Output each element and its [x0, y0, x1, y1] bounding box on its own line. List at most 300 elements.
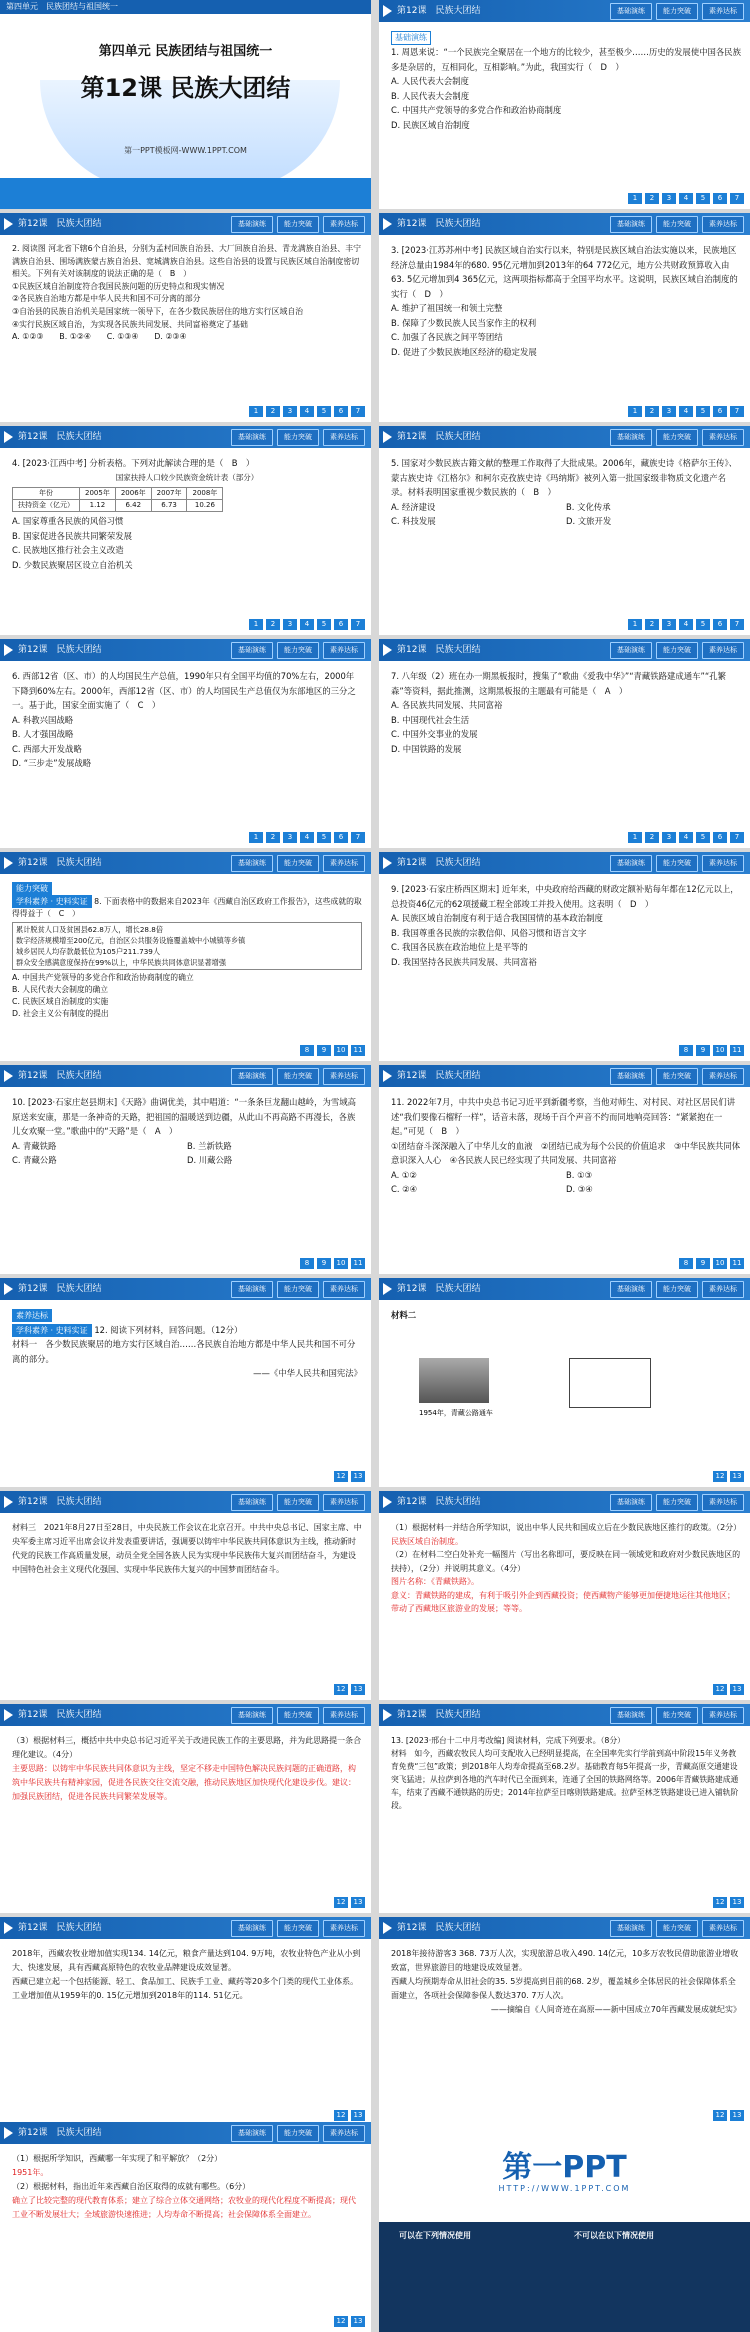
page-link[interactable]: 13: [351, 2110, 365, 2121]
option: B. 兰新铁路: [187, 1140, 232, 1151]
option: C. 民族区域自治制度的实施: [12, 997, 109, 1006]
table-caption: 国家扶持人口较少民族资金统计表（部分）: [115, 472, 259, 482]
page-link[interactable]: 6: [713, 193, 727, 204]
tab-literacy[interactable]: 素养达标: [702, 3, 744, 20]
tab-ability[interactable]: 能力突破: [277, 1281, 319, 1298]
page-link[interactable]: 5: [696, 832, 710, 843]
tab-ability[interactable]: 能力突破: [656, 216, 698, 233]
question: （2）在材料二空白处补充一幅图片（写出名称即可，要反映在同一领域党和政府对少数民族地区的扶持），（2分）并说明其意义。（4分）: [391, 1550, 741, 1573]
page-link[interactable]: 3: [662, 406, 676, 417]
page-link[interactable]: 1: [249, 406, 263, 417]
option: A. 中国共产党领导的多党合作和政治协商制度的确立: [12, 973, 194, 982]
question: （1）根据所学知识，西藏哪一年实现了和平解放？（2分）: [12, 2154, 223, 2163]
material-text: 材料一 各少数民族聚居的地方实行区域自治……各民族自治地方都是中华人民共和国不可分离的部分。: [12, 1339, 356, 1364]
page-nav: [334, 1684, 365, 1695]
option: ①团结奋斗深深融入了中华儿女的血液 ②团结已成为每个公民的价值追求 ③中华民族共同体意识深入人心 ④各民族人民已经实现了共同发展、共同富裕: [391, 1140, 741, 1165]
option: ④实行民族区域自治，为实现各民族共同发展、共同富裕奠定了基础: [12, 319, 248, 329]
question: 1. 周恩来说：“一个民族完全聚居在一个地方的比较少，甚至极少……历史的发展使中国各民族多是杂居的，互相同化，互相影响。”为此，我国实行（ D ）: [391, 47, 741, 72]
tab-ability[interactable]: 能力突破: [277, 1494, 319, 1511]
tab-basic[interactable]: 基础演练: [610, 3, 652, 20]
page-link[interactable]: 11: [730, 1258, 744, 1269]
material-text: 西藏已建立起一个包括能源、轻工、食品加工、民族手工业、藏药等20多个门类的现代工业体系。工业增加值从1959年的0. 15亿元增加到2018年的114. 51亿元。: [12, 1977, 359, 2000]
slide-title: 第12课 民族大团结: [18, 1497, 102, 1507]
tab-literacy[interactable]: 素养达标: [702, 1707, 744, 1724]
tab-ability[interactable]: 能力突破: [656, 1281, 698, 1298]
answer: 主要思路：以铸牢中华民族共同体意识为主线，坚定不移走中国特色解决民族问题的正确道路，构筑中华民族共有精神家园，促进各民族交往交流交融，推动民族地区加快现代化建设步伐。建议：加强民族团结，促进各民族共同繁荣发展等。: [12, 1764, 356, 1801]
question: （3）根据材料三，概括中共中央总书记习近平关于改进民族工作的主要思路，并为此思路提一条合理化建议。（4分）: [12, 1736, 362, 1759]
table-cell: 1.12: [80, 500, 116, 512]
tab-literacy[interactable]: 素养达标: [323, 429, 365, 446]
page-link[interactable]: 6: [334, 619, 348, 630]
tab-basic[interactable]: 基础演练: [231, 1281, 273, 1298]
page-link[interactable]: 5: [696, 619, 710, 630]
page-link[interactable]: 3: [662, 619, 676, 630]
tab-basic[interactable]: 基础演练: [231, 855, 273, 872]
skill-tag: 学科素养 · 史料实证: [12, 895, 92, 908]
slide-20: [379, 1917, 750, 2126]
tab-ability[interactable]: 能力突破: [277, 2125, 319, 2142]
tab-basic[interactable]: 基础演练: [231, 1068, 273, 1085]
material-text: 材料 如今，西藏农牧民人均可支配收入已经明显提高，在全国率先实行学前到高中阶段15年义务教育免费“三包”政策；到2018年人均寿命提高至68.2岁。基础教育每5年提高一步，青藏高原交通建设突飞猛进；从拉萨到各地的汽车时代已全面到来，连通了全国的铁路网络等。2006年青藏铁路建成通车，结束了西藏不通铁路的历史；2014年拉萨至日喀则铁路建成。拉萨至林芝铁路建设已进入铺轨阶段。: [391, 1749, 739, 1810]
page-nav: [679, 1045, 744, 1056]
page-link[interactable]: 4: [679, 832, 693, 843]
tab-ability[interactable]: 能力突破: [277, 1068, 319, 1085]
option: C. 中国共产党领导的多党合作和政治协商制度: [391, 105, 562, 115]
option: D. 少数民族聚居区设立自治机关: [12, 559, 133, 570]
page-link[interactable]: 7: [730, 832, 744, 843]
cover-subtitle: 第四单元 民族团结与祖国统一: [98, 44, 273, 59]
option: C. 科技发展: [391, 516, 436, 526]
page-link[interactable]: 1: [628, 832, 642, 843]
page-link[interactable]: 7: [351, 832, 365, 843]
option: B. 我国尊重各民族的宗教信仰、风俗习惯和语言文字: [391, 927, 587, 938]
usage-allowed-title: 可以在下列情况使用: [399, 2231, 471, 2240]
page-link[interactable]: 7: [351, 619, 365, 630]
page-link[interactable]: 12: [713, 1471, 727, 1482]
slide-7: [0, 639, 371, 848]
page-link[interactable]: 12: [713, 2110, 727, 2121]
option: ①民族区域自治制度符合我国民族问题的历史特点和现实情况: [12, 281, 225, 291]
option: B. 人民代表大会制度: [391, 90, 470, 101]
tab-ability[interactable]: 能力突破: [656, 1920, 698, 1937]
tab-literacy[interactable]: 素养达标: [323, 2125, 365, 2142]
table-cell: 10.26: [187, 500, 223, 512]
option: B. 保障了少数民族人民当家作主的权利: [391, 317, 537, 328]
page-link[interactable]: 4: [300, 619, 314, 630]
slide-cover: [0, 0, 371, 209]
option: A. 人民代表大会制度: [391, 76, 469, 86]
material-text: 2018年接待游客3 368. 73万人次，实现旅游总收入490. 14亿元，10多万农牧民借助旅游业增收致富，世界旅游目的地建设成效显著。: [391, 1949, 739, 1972]
slide-title: 第12课 民族大团结: [18, 432, 102, 442]
page-link[interactable]: 10: [713, 1258, 727, 1269]
page-link[interactable]: 13: [730, 1471, 744, 1482]
option: C. 中国外交事业的发展: [391, 729, 478, 739]
page-link[interactable]: 13: [730, 1684, 744, 1695]
page-link[interactable]: 6: [334, 406, 348, 417]
option: A. 经济建设: [391, 501, 436, 512]
page-link[interactable]: 2: [645, 193, 659, 204]
page-link[interactable]: 4: [300, 406, 314, 417]
section-label: 能力突破: [12, 882, 52, 895]
slide-title: 第12课 民族大团结: [397, 219, 481, 229]
tab-basic[interactable]: 基础演练: [231, 429, 273, 446]
page-link[interactable]: 1: [628, 193, 642, 204]
page-link[interactable]: 5: [317, 406, 331, 417]
page-link[interactable]: 1: [628, 619, 642, 630]
tab-literacy[interactable]: 素养达标: [702, 855, 744, 872]
page-link[interactable]: 2: [266, 406, 280, 417]
source: ——《中华人民共和国宪法》: [253, 1368, 362, 1378]
slide-end: [379, 2122, 750, 2332]
option: C. 我国各民族在政治地位上是平等的: [391, 942, 528, 952]
tab-ability[interactable]: 能力突破: [656, 3, 698, 20]
question: 2. 阅读图 河北省下辖6个自治县，分别为孟村回族自治县、大厂回族自治县、青龙满族自治县、丰宁满族自治县、围场满族蒙古族自治县、宽城满族自治县。这些自治县的设置与民族区域自治制度密切相关。下列有关对该制度的说法正确的是（ B ）: [12, 244, 361, 279]
page-nav: [713, 1684, 744, 1695]
slide-4: [379, 213, 750, 422]
tab-basic[interactable]: 基础演练: [610, 1920, 652, 1937]
tab-literacy[interactable]: 素养达标: [323, 642, 365, 659]
cover-template-credit: 第一PPT模板网-WWW.1PPT.COM: [124, 146, 247, 155]
page-nav: [679, 1258, 744, 1269]
tab-literacy[interactable]: 素养达标: [323, 855, 365, 872]
page-nav: [334, 1897, 365, 1908]
slide-16: [379, 1491, 750, 1700]
tab-literacy[interactable]: 素养达标: [702, 1920, 744, 1937]
slide-9: [0, 852, 371, 1061]
tab-basic[interactable]: 基础演练: [610, 429, 652, 446]
page-link[interactable]: 13: [351, 1684, 365, 1695]
page-link[interactable]: 3: [283, 619, 297, 630]
tab-ability[interactable]: 能力突破: [656, 1494, 698, 1511]
option: A. ①②③ B. ①②④ C. ①③④ D. ②③④: [12, 332, 187, 342]
material-text: 西藏人均预期寿命从旧社会的35. 5岁提高到目前的68. 2岁，覆盖城乡全体居民的社会保障体系全面建立，各项社会保障参保人数达370. 7万人次。: [391, 1977, 736, 2000]
page-link[interactable]: 2: [645, 406, 659, 417]
page-link[interactable]: 1: [628, 406, 642, 417]
page-link[interactable]: 8: [679, 1258, 693, 1269]
tab-literacy[interactable]: 素养达标: [323, 1920, 365, 1937]
tab-basic[interactable]: 基础演练: [610, 1281, 652, 1298]
option: D. 民族区域自治制度: [391, 119, 470, 130]
slide-title: 第12课 民族大团结: [397, 6, 481, 16]
tab-literacy[interactable]: 素养达标: [702, 1281, 744, 1298]
page-link[interactable]: 2: [645, 832, 659, 843]
page-nav: [713, 2110, 744, 2121]
answer: 确立了比较完整的现代教育体系；建立了综合立体交通网络；农牧业的现代化程度不断提高；现代工业不断发展壮大；全域旅游快速推进；人均寿命不断提高；社会保障体系全面建立。: [12, 2196, 356, 2219]
page-link[interactable]: 7: [351, 406, 365, 417]
slide-19: [0, 1917, 371, 2126]
photo-caption: 1954年，青藏公路通车: [419, 1409, 493, 1417]
material-text: 材料三 2021年8月27日至28日，中央民族工作会议在北京召开。中共中央总书记、国家主席、中央军委主席习近平出席会议并发表重要讲话，强调要以铸牢中华民族共同体意识为主线，推动新时代党的民族工作高质量发展，动员全党全国各族人民为实现中华民族伟大复兴而团结奋斗，为建设中国特色社会主义现代化强国、实现中华民族伟大复兴的中国梦而团结奋斗。: [12, 1523, 362, 1574]
tab-basic[interactable]: 基础演练: [231, 2125, 273, 2142]
page-link[interactable]: 11: [351, 1045, 365, 1056]
data-table: [12, 487, 223, 512]
question: 6. 西部12省（区、市）的人均国民生产总值，1990年只有全国平均值的70%左右，2000年下降到60%左右。2000年，西部12省（区、市）的人均国民生产总值仅为东部地区的三分之一。基于此，国家全面实施了（ C ）: [12, 671, 356, 710]
tab-ability[interactable]: 能力突破: [656, 1068, 698, 1085]
slide-title: 第12课 民族大团结: [397, 645, 481, 655]
slide-15: [0, 1491, 371, 1700]
unit-label: 第四单元 民族团结与祖国统一: [6, 2, 118, 11]
slide-10: [379, 852, 750, 1061]
option: A. 各民族共同发展、共同富裕: [391, 700, 503, 710]
page-nav: [249, 406, 365, 417]
tab-basic[interactable]: 基础演练: [610, 1494, 652, 1511]
usage-forbidden-title: 不可以在以下情况使用: [574, 2231, 654, 2240]
slide-8: [379, 639, 750, 848]
table-cell: 6.73: [151, 500, 187, 512]
option: D. 文旅开发: [566, 516, 612, 526]
slide-12: [379, 1065, 750, 1274]
page-link[interactable]: 5: [317, 832, 331, 843]
option: A. 民族区域自治制度有利于适合我国国情的基本政治制度: [391, 913, 603, 923]
table-cell: 2005年: [80, 488, 116, 500]
page-link[interactable]: 1: [249, 619, 263, 630]
tab-literacy[interactable]: 素养达标: [323, 1068, 365, 1085]
tab-literacy[interactable]: 素养达标: [323, 1281, 365, 1298]
tab-literacy[interactable]: 素养达标: [702, 216, 744, 233]
option: C. 西部大开发战略: [12, 743, 82, 754]
page-link[interactable]: 10: [713, 1045, 727, 1056]
slide-14: [379, 1278, 750, 1487]
option: B. 人民代表大会制度的确立: [12, 985, 109, 994]
page-link[interactable]: 12: [713, 1897, 727, 1908]
tab-basic[interactable]: 基础演练: [231, 1707, 273, 1724]
tab-basic[interactable]: 基础演练: [610, 1707, 652, 1724]
slide-title: 第12课 民族大团结: [18, 219, 102, 229]
question: 4. [2023·江西中考] 分析表格。下列对此解读合理的是（ B ）: [12, 458, 255, 468]
slide-title: 第12课 民族大团结: [397, 1497, 481, 1507]
slide-title: 第12课 民族大团结: [397, 858, 481, 868]
option: D. 川藏公路: [187, 1155, 233, 1165]
page-link[interactable]: 7: [730, 193, 744, 204]
tab-ability[interactable]: 能力突破: [277, 642, 319, 659]
tab-ability[interactable]: 能力突破: [277, 216, 319, 233]
question: 13. [2023·邢台十二中月考改编] 阅读材料，完成下列要求。（8分）: [391, 1736, 625, 1745]
brand-logo: 第一PPT: [502, 2150, 627, 2185]
option: B. 文化传承: [566, 501, 611, 512]
page-link[interactable]: 13: [351, 2316, 365, 2327]
page-link[interactable]: 13: [730, 1897, 744, 1908]
page-nav: [249, 832, 365, 843]
slide-title: 第12课 民族大团结: [397, 1710, 481, 1720]
tab-literacy[interactable]: 素养达标: [702, 1494, 744, 1511]
answer: 图片名称：《青藏铁路》。: [391, 1577, 479, 1586]
page-link[interactable]: 12: [334, 2110, 348, 2121]
page-link[interactable]: 2: [645, 619, 659, 630]
slide-18: [379, 1704, 750, 1913]
tab-ability[interactable]: 能力突破: [656, 642, 698, 659]
page-link[interactable]: 3: [662, 193, 676, 204]
option: D. 中国铁路的发展: [391, 743, 462, 754]
option: C. 加强了各民族之间平等团结: [391, 332, 503, 342]
tab-ability[interactable]: 能力突破: [656, 1707, 698, 1724]
page-link[interactable]: 11: [351, 1258, 365, 1269]
question: 10. [2023·石家庄赵县期末]《天路》曲调优美，其中唱道：“一条条巨龙翻山越岭，为雪域高原送来安康，那是一条神奇的天路，把祖国的温暖送到边疆，从此山不再高路不再漫长，各族儿女欢聚一堂。”歌曲中的“天路”是（ A ）: [12, 1097, 356, 1136]
tab-literacy[interactable]: 素养达标: [702, 1068, 744, 1085]
tab-literacy[interactable]: 素养达标: [702, 429, 744, 446]
table-cell: 年份: [13, 488, 80, 500]
tab-basic[interactable]: 基础演练: [231, 642, 273, 659]
question: 5. 国家对少数民族古籍文献的整理工作取得了大批成果。2006年，藏族史诗《格萨尔王传》、蒙古族史诗《江格尔》和柯尔克孜族史诗《玛纳斯》被列入第一批国家级非物质文化遗产名录。材料表明国家重视少数民族的（ B ）: [391, 458, 738, 497]
slide-17: [0, 1704, 371, 1913]
slide-title: 第12课 民族大团结: [397, 1923, 481, 1933]
section-label: 基础演练: [391, 31, 431, 45]
option: ②各民族自治地方都是中华人民共和国不可分离的部分: [12, 294, 201, 304]
tab-ability[interactable]: 能力突破: [277, 429, 319, 446]
tab-basic[interactable]: 基础演练: [231, 216, 273, 233]
slide-6: [379, 426, 750, 635]
tab-basic[interactable]: 基础演练: [610, 216, 652, 233]
question: 8. 下面表格中的数据来自2023年《西藏自治区政府工作报告》，这些成就的取得得益于（ C ）: [12, 897, 362, 918]
question: 11. 2022年7月，中共中央总书记习近平到新疆考察，当他对师生、对村民、对社区居民们讲述“我们要像石榴籽一样”，话音未落，现场千百个声音不约而同地响亮回答：“紧紧抱在一起。”可见（ B ）: [391, 1097, 736, 1136]
page-nav: [334, 2316, 365, 2327]
source: ——摘编自《人间奇迹在高原——新中国成立70年西藏发展成就纪实》: [490, 2005, 741, 2014]
page-link[interactable]: 13: [730, 2110, 744, 2121]
tab-literacy[interactable]: 素养达标: [323, 1707, 365, 1724]
data-box: 累计脱贫人口及贫困县62.8万人，增长28.8倍 数字经济规模增至200亿元，自治区公共服务设施覆盖城中小城镇等乡镇 城乡居民人均存款最低位为105户211.739人 群众安全感满意度保持在99%以上，中华民族共同体意识显著增强: [12, 922, 362, 970]
answer: 意义：青藏铁路的建成，有利于吸引外企到西藏投资；使西藏物产能够更加便捷地运往其他地区；带动了西藏地区旅游业的发展；等等。: [391, 1590, 735, 1613]
page-link[interactable]: 1: [249, 832, 263, 843]
page-link[interactable]: 9: [317, 1045, 331, 1056]
slide-title: 第12课 民族大团结: [397, 432, 481, 442]
page-link[interactable]: 6: [713, 619, 727, 630]
slide-13: [0, 1278, 371, 1487]
page-link[interactable]: 3: [283, 832, 297, 843]
tab-literacy[interactable]: 素养达标: [323, 1494, 365, 1511]
page-link[interactable]: 11: [730, 1045, 744, 1056]
page-link[interactable]: 13: [351, 1471, 365, 1482]
question: 9. [2023·石家庄桥西区期末] 近年来，中央政府给西藏的财政定额补贴每年都在12亿元以上，总投资46亿元的62项援藏工程全部竣工并投入使用。这表明（ D ）: [391, 884, 739, 909]
tab-ability[interactable]: 能力突破: [277, 855, 319, 872]
page-link[interactable]: 6: [713, 406, 727, 417]
tab-basic[interactable]: 基础演练: [610, 855, 652, 872]
tab-basic[interactable]: 基础演练: [610, 642, 652, 659]
slide-title: 第12课 民族大团结: [18, 1710, 102, 1720]
question: 7. 八年级（2）班在办一期黑板报时，搜集了“歌曲《爱我中华》”“青藏铁路建成通车”“孔繁森”等资料，据此推测，这期黑板报的主题最有可能是（ A ）: [391, 671, 726, 696]
page-link[interactable]: 6: [334, 832, 348, 843]
page-link[interactable]: 2: [266, 619, 280, 630]
page-link[interactable]: 12: [334, 1897, 348, 1908]
page-link[interactable]: 10: [334, 1258, 348, 1269]
page-link[interactable]: 12: [334, 1471, 348, 1482]
page-link[interactable]: 8: [679, 1045, 693, 1056]
table-cell: 2006年: [115, 488, 151, 500]
page-link[interactable]: 7: [730, 406, 744, 417]
page-link[interactable]: 2: [266, 832, 280, 843]
answer: 1951年。: [12, 2168, 49, 2177]
page-link[interactable]: 12: [334, 2316, 348, 2327]
option: D. 促进了少数民族地区经济的稳定发展: [391, 346, 537, 357]
slide-11: [0, 1065, 371, 1274]
page-link[interactable]: 10: [334, 1045, 348, 1056]
tab-ability[interactable]: 能力突破: [656, 855, 698, 872]
option: D. “三步走”发展战略: [12, 758, 92, 768]
page-link[interactable]: 9: [696, 1258, 710, 1269]
blank-image-box: [569, 1358, 651, 1408]
slide-2: [379, 0, 750, 209]
material-label: 材料二: [391, 1310, 417, 1320]
material-text: 2018年，西藏农牧业增加值实现134. 14亿元，粮食产量达到104. 9万吨，农牧业特色产业从小到大、快速发展，具有西藏高原特色的农牧业品牌建设成效显著。: [12, 1949, 361, 1972]
page-link[interactable]: 6: [713, 832, 727, 843]
option: B. 中国现代社会生活: [391, 714, 470, 725]
option: C. 青藏公路: [12, 1155, 57, 1165]
slide-title: 第12课 民族大团结: [18, 858, 102, 868]
page-link[interactable]: 13: [351, 1897, 365, 1908]
page-nav: [300, 1045, 365, 1056]
tab-basic[interactable]: 基础演练: [231, 1920, 273, 1937]
tab-literacy[interactable]: 素养达标: [323, 216, 365, 233]
section-label: 素养达标: [12, 1309, 52, 1322]
page-link[interactable]: 8: [300, 1258, 314, 1269]
page-link[interactable]: 12: [334, 1684, 348, 1695]
table-cell: 扶持资金（亿元）: [13, 500, 80, 512]
option: B. ①③: [566, 1169, 593, 1180]
option: B. 国家促进各民族共同繁荣发展: [12, 530, 132, 541]
table-cell: 2007年: [151, 488, 187, 500]
option: A. 青藏铁路: [12, 1140, 57, 1151]
page-link[interactable]: 4: [679, 193, 693, 204]
tab-basic[interactable]: 基础演练: [610, 1068, 652, 1085]
page-nav: [628, 406, 744, 417]
page-nav: [334, 1471, 365, 1482]
option: B. 人才强国战略: [12, 729, 74, 739]
page-link[interactable]: 3: [662, 832, 676, 843]
page-nav: [628, 619, 744, 630]
page-link[interactable]: 5: [317, 619, 331, 630]
slide-title: 第12课 民族大团结: [397, 1284, 481, 1294]
option: A. ①②: [391, 1169, 417, 1180]
option: A. 科教兴国战略: [12, 714, 74, 725]
tab-literacy[interactable]: 素养达标: [702, 642, 744, 659]
page-nav: [713, 1471, 744, 1482]
page-link[interactable]: 9: [317, 1258, 331, 1269]
page-link[interactable]: 8: [300, 1045, 314, 1056]
slide-title: 第12课 民族大团结: [397, 1071, 481, 1081]
page-link[interactable]: 3: [283, 406, 297, 417]
page-link[interactable]: 4: [679, 619, 693, 630]
option: A. 维护了祖国统一和领土完整: [391, 303, 503, 313]
tab-ability[interactable]: 能力突破: [277, 1707, 319, 1724]
question: 12. 阅读下列材料，回答问题。（12分）: [94, 1324, 243, 1335]
question: （2）根据材料，指出近年来西藏自治区取得的成就有哪些。（6分）: [12, 2182, 251, 2191]
option: C. ②④: [391, 1184, 418, 1194]
slide-21: [0, 2122, 371, 2332]
page-link[interactable]: 7: [730, 619, 744, 630]
page-link[interactable]: 5: [696, 406, 710, 417]
option: D. 我国坚持各民族共同发展、共同富裕: [391, 956, 537, 967]
page-nav: [249, 619, 365, 630]
page-link[interactable]: 12: [713, 1684, 727, 1695]
slide-5: [0, 426, 371, 635]
page-nav: [334, 2110, 365, 2121]
slide-title: 第12课 民族大团结: [18, 1923, 102, 1933]
question: （1）根据材料一并结合所学知识，说出中华人民共和国成立后在少数民族地区推行的政策。（2分）: [391, 1523, 742, 1532]
page-link[interactable]: 4: [300, 832, 314, 843]
page-link[interactable]: 5: [696, 193, 710, 204]
page-link[interactable]: 4: [679, 406, 693, 417]
skill-tag: 学科素养 · 史料实证: [12, 1324, 92, 1337]
slide-title: 第12课 民族大团结: [18, 1284, 102, 1294]
page-nav: [628, 832, 744, 843]
question: 3. [2023·江苏苏州中考] 民族区域自治实行以来，特别是民族区域自治法实施以来，民族地区经济总量由1984年的680. 95亿元增加到2013年的64 772亿元，地方公共财政预算收入由63. 5亿元增加到4 365亿元，这两项指标都高于全国平均水平。这说明，民族区域自治制度的实行（ D ）: [391, 245, 738, 299]
tab-ability[interactable]: 能力突破: [656, 429, 698, 446]
option: ③自治县的民族自治机关是国家统一领导下，在各少数民族居住的地方实行区域自治: [12, 306, 304, 316]
option: A. 国家尊重各民族的风俗习惯: [12, 516, 124, 526]
table-cell: 6.42: [115, 500, 151, 512]
page-link[interactable]: 9: [696, 1045, 710, 1056]
tab-basic[interactable]: 基础演练: [231, 1494, 273, 1511]
page-nav: [628, 193, 744, 204]
tab-ability[interactable]: 能力突破: [277, 1920, 319, 1937]
